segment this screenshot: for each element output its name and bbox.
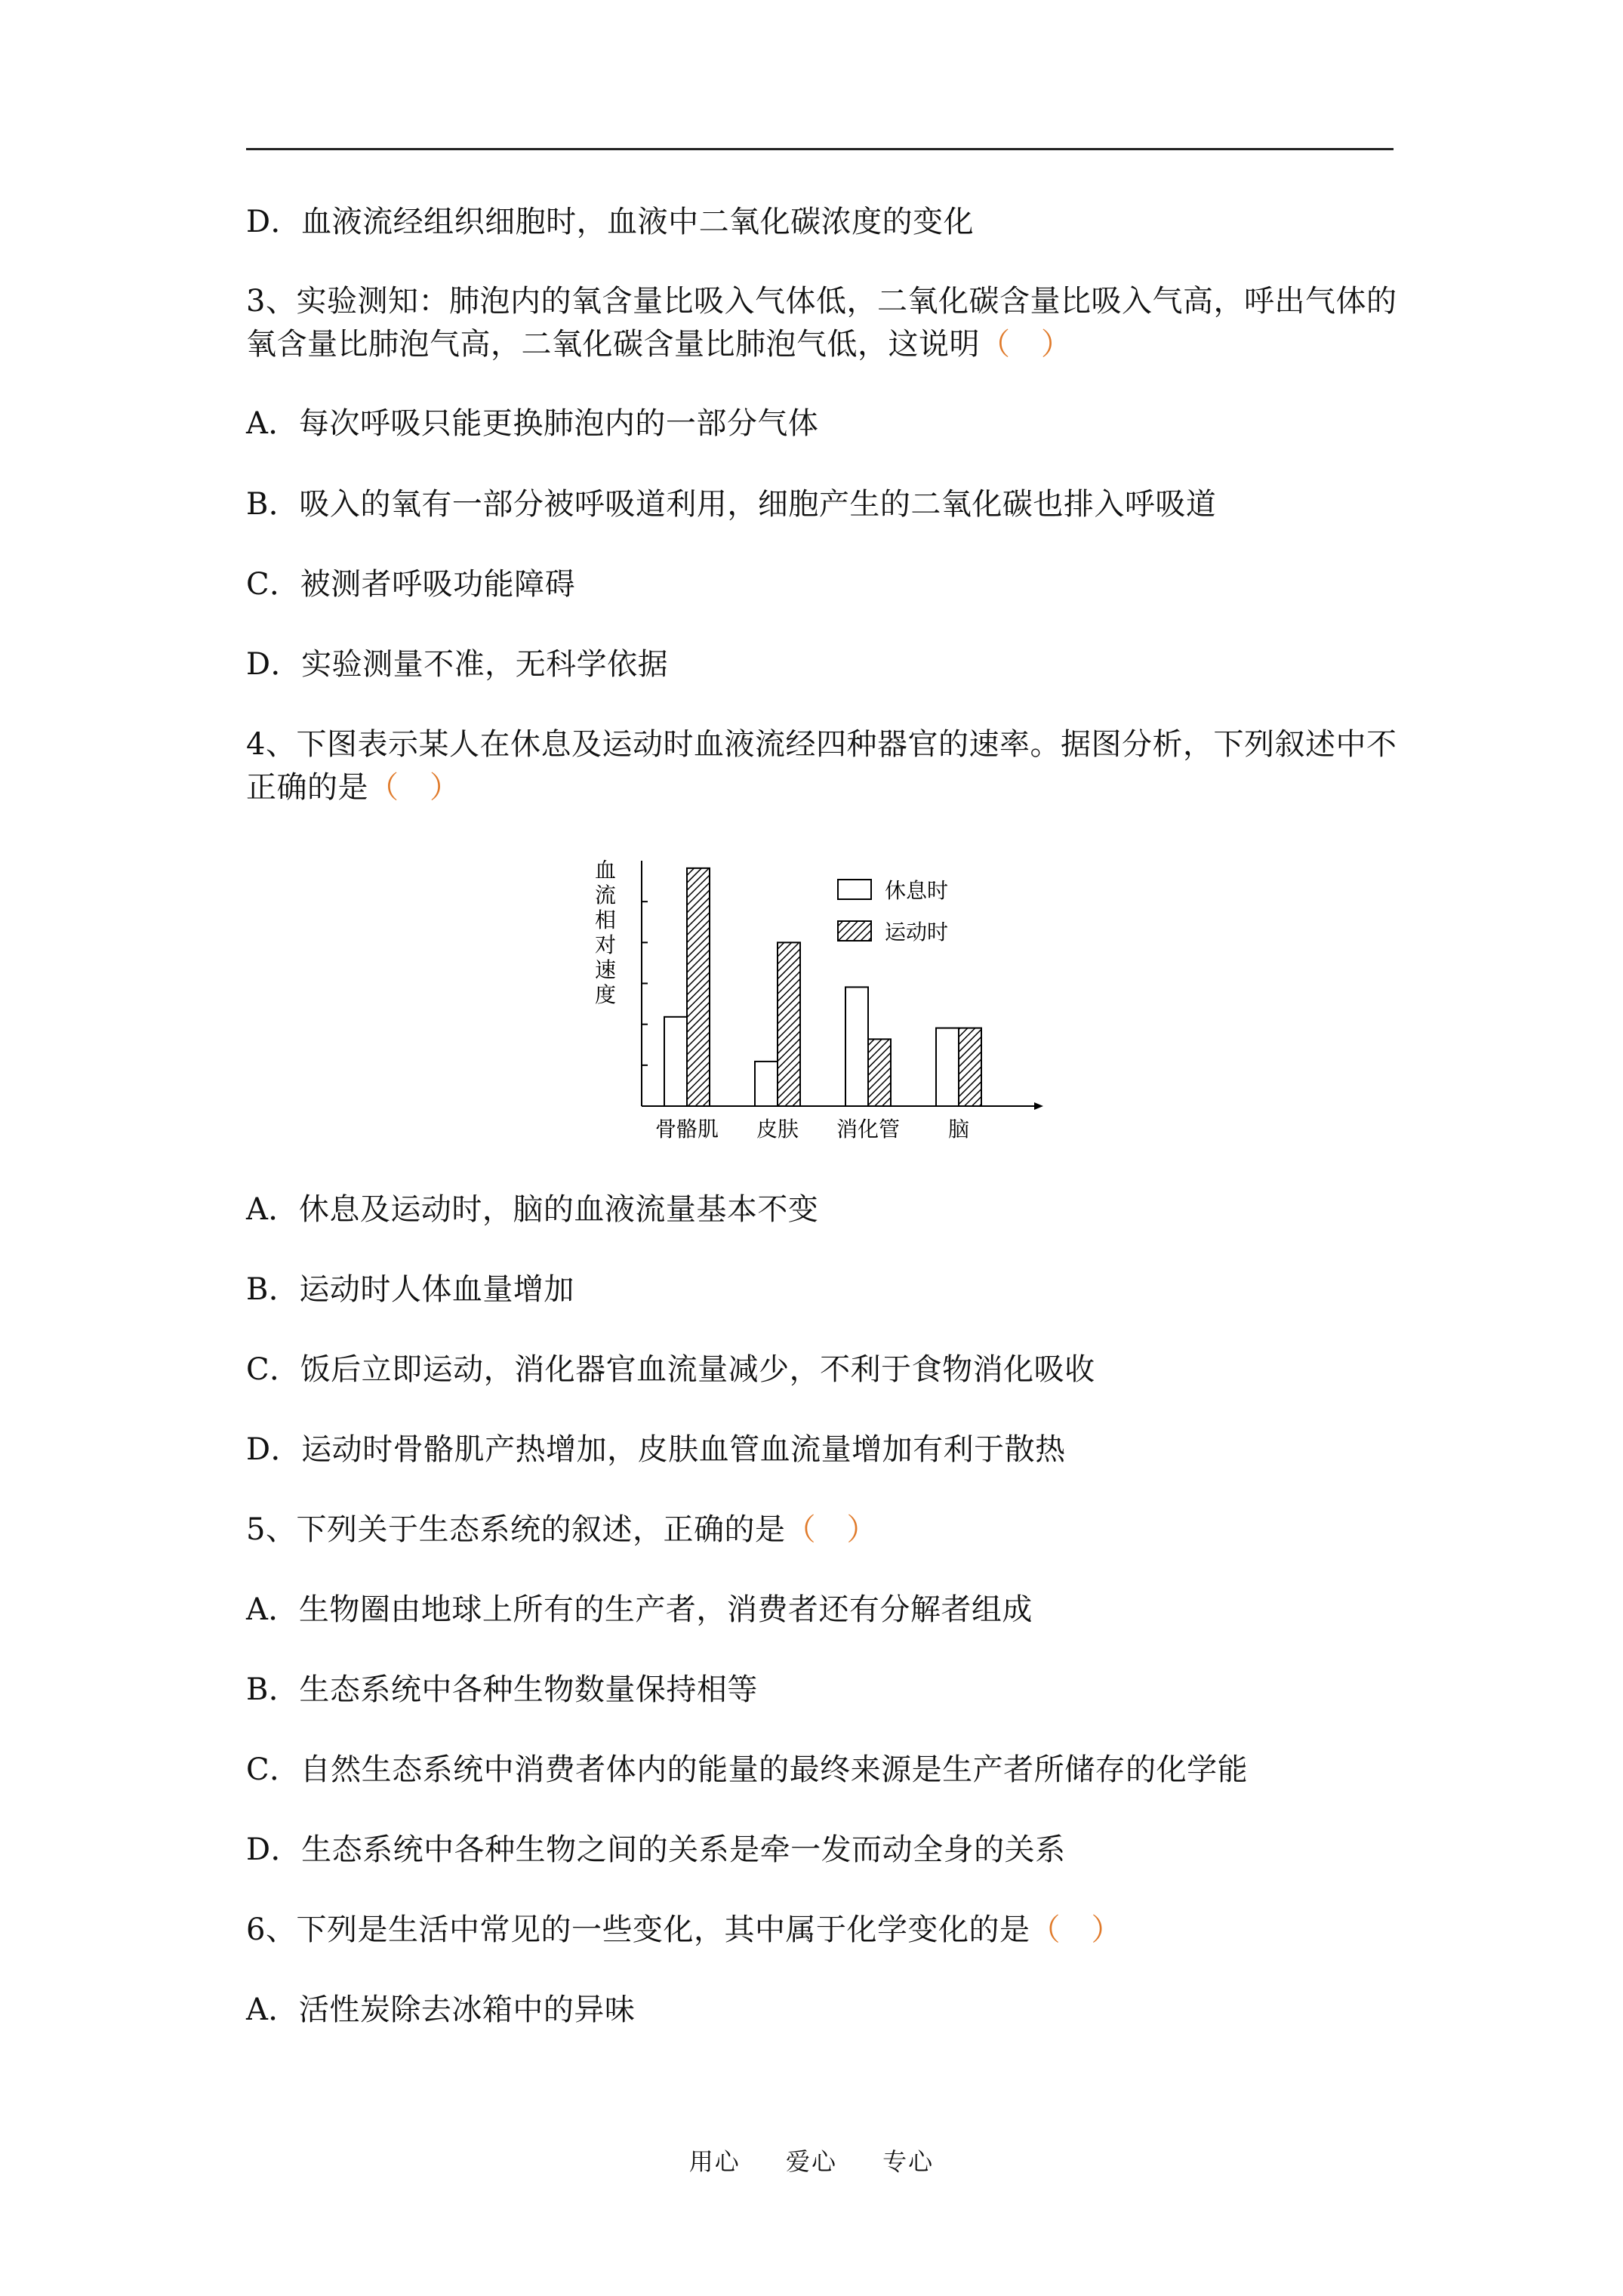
bars	[664, 868, 981, 1106]
bar-rest-2	[845, 987, 868, 1106]
y-axis-label-char: 血	[594, 858, 617, 883]
text-line	[246, 1909, 1122, 1951]
line-text: A．活性炭除去冰箱中的异味	[246, 1992, 636, 2027]
line-text: A．生物圈由地球上所有的生产者，消费者还有分解者组成	[246, 1592, 1033, 1627]
text-line	[246, 323, 1072, 365]
header-rule	[246, 148, 1394, 150]
bar-rest-3	[936, 1028, 959, 1106]
bar-exercise-0	[687, 868, 710, 1106]
line-text: B．运动时人体血量增加	[246, 1272, 574, 1307]
footer-word: 专心	[882, 2147, 935, 2176]
text-line	[246, 723, 1397, 766]
text-line	[246, 1348, 1095, 1391]
legend-label: 运动时	[885, 920, 949, 945]
y-ticks	[642, 901, 648, 1065]
legend	[838, 878, 948, 945]
line-text: 5、下列关于生态系统的叙述，正确的是	[246, 1512, 786, 1547]
bar-exercise-2	[868, 1039, 891, 1106]
bar-exercise-3	[959, 1028, 981, 1106]
blood-flow-chart	[589, 846, 1057, 1148]
x-tick-labels	[655, 1117, 969, 1142]
y-axis-label-char: 相	[594, 908, 617, 932]
line-text: A．每次呼吸只能更换肺泡内的一部分气体	[246, 406, 819, 441]
y-axis-label-char: 度	[594, 982, 617, 1007]
y-axis-label	[595, 858, 616, 1007]
y-axis-label-char: 流	[594, 883, 617, 908]
text-line	[246, 1989, 635, 2031]
legend-label: 休息时	[885, 878, 949, 903]
line-text: 正确的是	[246, 770, 368, 805]
y-axis-label-char: 速	[594, 957, 617, 982]
text-line	[246, 643, 668, 686]
text-line	[246, 402, 818, 445]
text-line	[246, 1749, 1248, 1791]
text-line	[246, 766, 460, 809]
text-line	[246, 1268, 574, 1311]
x-axis-arrow	[1034, 1102, 1043, 1110]
line-text: D．生态系统中各种生物之间的关系是牵一发而动全身的关系	[246, 1832, 1066, 1867]
x-tick-label: 消化管	[836, 1117, 901, 1142]
line-text: D．运动时骨骼肌产热增加，皮肤血管血流量增加有利于散热	[246, 1432, 1066, 1467]
text-line	[246, 201, 974, 243]
legend-swatch	[838, 880, 871, 899]
text-line	[246, 1829, 1066, 1871]
line-text: B．吸入的氧有一部分被呼吸道利用，细胞产生的二氧化碳也排入呼吸道	[246, 487, 1217, 522]
line-text: B．生态系统中各种生物数量保持相等	[246, 1672, 758, 1707]
line-text: D．血液流经组织细胞时，血液中二氧化碳浓度的变化	[246, 205, 975, 239]
text-line	[246, 483, 1216, 525]
footer-word: 用心	[688, 2147, 741, 2176]
x-tick-label: 皮肤	[756, 1117, 799, 1142]
x-tick-label: 骨骼肌	[654, 1117, 719, 1142]
line-text: 氧含量比肺泡气高，二氧化碳含量比肺泡气低，这说明	[246, 327, 980, 362]
answer-parentheses: （ ）	[785, 1512, 877, 1547]
line-text: D．实验测量不准，无科学依据	[246, 647, 669, 682]
x-tick-label: 脑	[947, 1117, 970, 1142]
answer-parentheses: （ ）	[1030, 1912, 1122, 1947]
line-text: C．自然生态系统中消费者体内的能量的最终来源是生产者所储存的化学能	[246, 1752, 1249, 1787]
bar-exercise-1	[778, 942, 800, 1106]
text-line	[246, 1188, 818, 1231]
line-text: A．休息及运动时，脑的血液流量基本不变	[246, 1192, 819, 1227]
page-footer	[0, 2143, 1623, 2177]
answer-parentheses: （ ）	[368, 770, 460, 805]
text-line	[246, 1589, 1033, 1631]
bar-rest-0	[664, 1017, 687, 1106]
footer-word: 爱心	[785, 2147, 837, 2176]
line-text: 4、下图表示某人在休息及运动时血液流经四种器官的速率。据图分析，下列叙述中不	[246, 727, 1397, 762]
bar-rest-1	[755, 1062, 778, 1106]
line-text: C．饭后立即运动，消化器官血流量减少，不利于食物消化吸收	[246, 1352, 1095, 1387]
text-line	[246, 563, 575, 606]
text-line	[246, 1669, 758, 1711]
text-line	[246, 280, 1397, 322]
y-axis-label-char: 对	[594, 932, 617, 957]
line-text: 6、下列是生活中常见的一些变化，其中属于化学变化的是	[246, 1912, 1030, 1947]
text-line	[246, 1428, 1066, 1471]
line-text: C．被测者呼吸功能障碍	[246, 567, 576, 602]
legend-swatch	[838, 921, 871, 941]
line-text: 3、实验测知：肺泡内的氧含量比吸入气体低，二氧化碳含量比吸入气高，呼出气体的	[246, 284, 1397, 319]
answer-parentheses: （ ）	[980, 327, 1072, 362]
text-line	[246, 1509, 877, 1551]
